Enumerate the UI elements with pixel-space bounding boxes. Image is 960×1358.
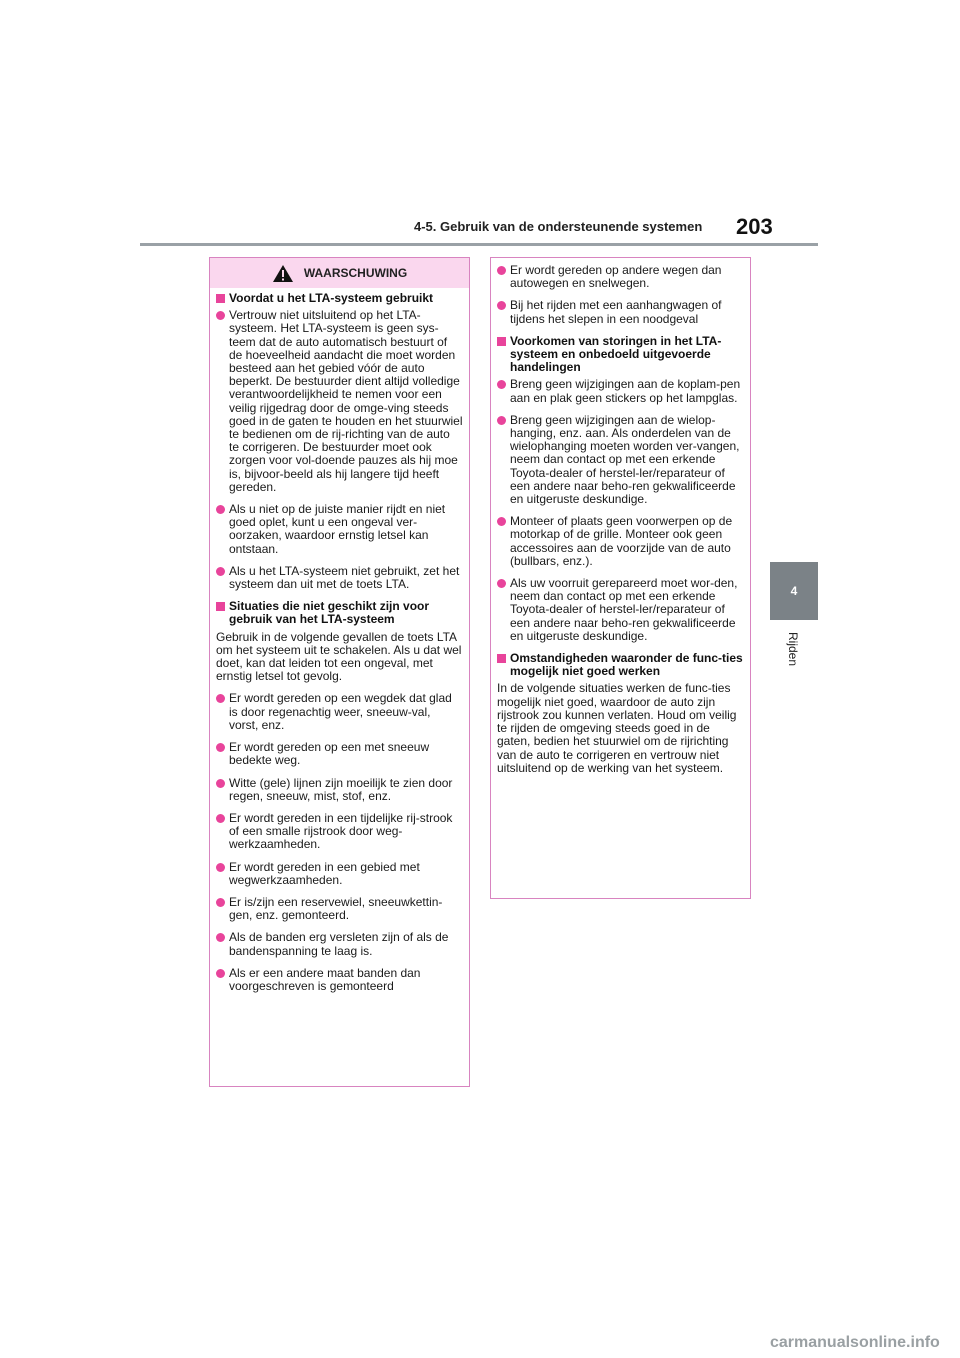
list-item: Er wordt gereden in een tijdelijke rij-strook of een smalle rijstrook door weg-werkzaamheden. [216, 812, 463, 852]
list-item: Er wordt gereden in een gebied met wegwerkzaamheden. [216, 861, 463, 887]
list-item: Breng geen wijzigingen aan de wielop-hanging, enz. aan. Als onderdelen van de wielophanging moeten worden ver-vangen, neem dan contact op met een erkende Toyota-dealer of herstel-ler/reparateur of een andere naar beho-ren gekwalificeerde en uitgeruste deskundige. [497, 414, 744, 506]
bullet-icon [216, 567, 225, 576]
bullet-icon [216, 969, 225, 978]
bullet-icon [216, 779, 225, 788]
bullet-icon [497, 579, 506, 588]
warning-content-left [210, 288, 469, 993]
page-number: 203 [736, 214, 773, 239]
list-item: Bij het rijden met een aanhangwagen of tijdens het slepen in een noodgeval [497, 299, 744, 325]
warning-content-right [491, 258, 750, 775]
paragraph: Gebruik in de volgende gevallen de toets LTA om het systeem uit te schakelen. Als u dat wel doet, kan dat leiden tot een ongeval, met ernstig letsel tot gevolg. [216, 629, 462, 684]
list-item: Als de banden erg versleten zijn of als de bandenspanning te laag is. [216, 931, 463, 957]
list-item: Witte (gele) lijnen zijn moeilijk te zien door regen, sneeuw, mist, stof, enz. [216, 777, 463, 803]
square-bullet-icon [497, 654, 506, 663]
warning-title: WAARSCHUWING [303, 266, 408, 280]
section-heading: Omstandigheden waaronder de func-ties mogelijk niet goed werken [497, 652, 744, 678]
list-item: Monteer of plaats geen voorwerpen op de motorkap of de grille. Monteer ook geen accessoires aan de voorzijde van de auto (bullbars, enz.). [497, 515, 744, 568]
chapter-tab [770, 562, 818, 620]
warning-triangle-icon [272, 264, 294, 283]
header-divider [140, 243, 818, 246]
warning-box-right [490, 257, 751, 899]
list-item: Als u het LTA-systeem niet gebruikt, zet het systeem dan uit met de toets LTA. [216, 565, 463, 591]
bullet-icon [216, 933, 225, 942]
list-item: Er is/zijn een reservewiel, sneeuwkettin-gen, enz. gemonteerd. [216, 896, 463, 922]
bullet-icon [216, 743, 225, 752]
section-title: 4-5. Gebruik van de ondersteunende systemen [414, 219, 703, 234]
list-item: Er wordt gereden op andere wegen dan autowegen en snelwegen. [497, 264, 744, 290]
bullet-icon [216, 863, 225, 872]
bullet-icon [216, 311, 225, 320]
warning-box-left [209, 257, 470, 1087]
bullet-icon [216, 898, 225, 907]
bullet-icon [497, 380, 506, 389]
list-item: Vertrouw niet uitsluitend op het LTA-systeem. Het LTA-systeem is geen sys-teem dat de auto automatisch bestuurt of de hoeveelheid aandacht die moet worden besteed aan het gebied vóór de auto beperkt. De bestuurder dient altijd volledige verantwoordelijkheid te nemen voor een veilig rijgedrag door de omge-ving steeds goed in de gaten te houden en het stuurwiel te bedienen om de rij-richting van de auto te corrigeren. De bestuurder moet ook zorgen voor vol-doende pauzes als hij moe is, bijvoor-beeld als hij langere tijd heeft gereden. [216, 309, 463, 494]
footer-watermark: carmanualsonline.info [770, 1334, 940, 1351]
bullet-icon [497, 416, 506, 425]
warning-header [210, 258, 469, 288]
bullet-icon [497, 266, 506, 275]
bullet-icon [497, 517, 506, 526]
bullet-icon [216, 505, 225, 514]
section-heading: Voordat u het LTA-systeem gebruikt [216, 292, 463, 305]
list-item: Breng geen wijzigingen aan de koplam-pen aan en plak geen stickers op het lampglas. [497, 378, 744, 404]
square-bullet-icon [497, 337, 506, 346]
section-heading: Voorkomen van storingen in het LTA-systeem en onbedoeld uitgevoerde handelingen [497, 335, 744, 375]
chapter-number: 4 [790, 584, 798, 598]
bullet-icon [216, 694, 225, 703]
square-bullet-icon [216, 294, 225, 303]
paragraph: In de volgende situaties werken de func-ties mogelijk niet goed, waardoor de auto zijn rijstrook zou kunnen verlaten. Houd om veilig te rijden de omgeving steeds goed in de gaten, bedien het stuurwiel om de rijrichting van de auto te corrigeren en vertrouw niet uitsluitend op de werking van het systeem. [497, 681, 737, 775]
chapter-label: Rijden [786, 632, 800, 667]
bullet-icon [216, 814, 225, 823]
square-bullet-icon [216, 602, 225, 611]
list-item: Er wordt gereden op een wegdek dat glad is door regenachtig weer, sneeuw-val, vorst, enz. [216, 692, 463, 732]
section-heading: Situaties die niet geschikt zijn voor gebruik van het LTA-systeem [216, 600, 463, 626]
list-item: Als u niet op de juiste manier rijdt en niet goed oplet, kunt u een ongeval ver-oorzaken, waardoor ernstig letsel kan ontstaan. [216, 503, 463, 556]
list-item: Als er een andere maat banden dan voorgeschreven is gemonteerd [216, 967, 463, 993]
bullet-icon [497, 301, 506, 310]
list-item: Er wordt gereden op een met sneeuw bedekte weg. [216, 741, 463, 767]
list-item: Als uw voorruit gerepareerd moet wor-den, neem dan contact op met een erkende Toyota-dealer of herstel-ler/reparateur of een andere naar beho-ren gekwalificeerde en uitgeruste deskundige. [497, 577, 744, 643]
